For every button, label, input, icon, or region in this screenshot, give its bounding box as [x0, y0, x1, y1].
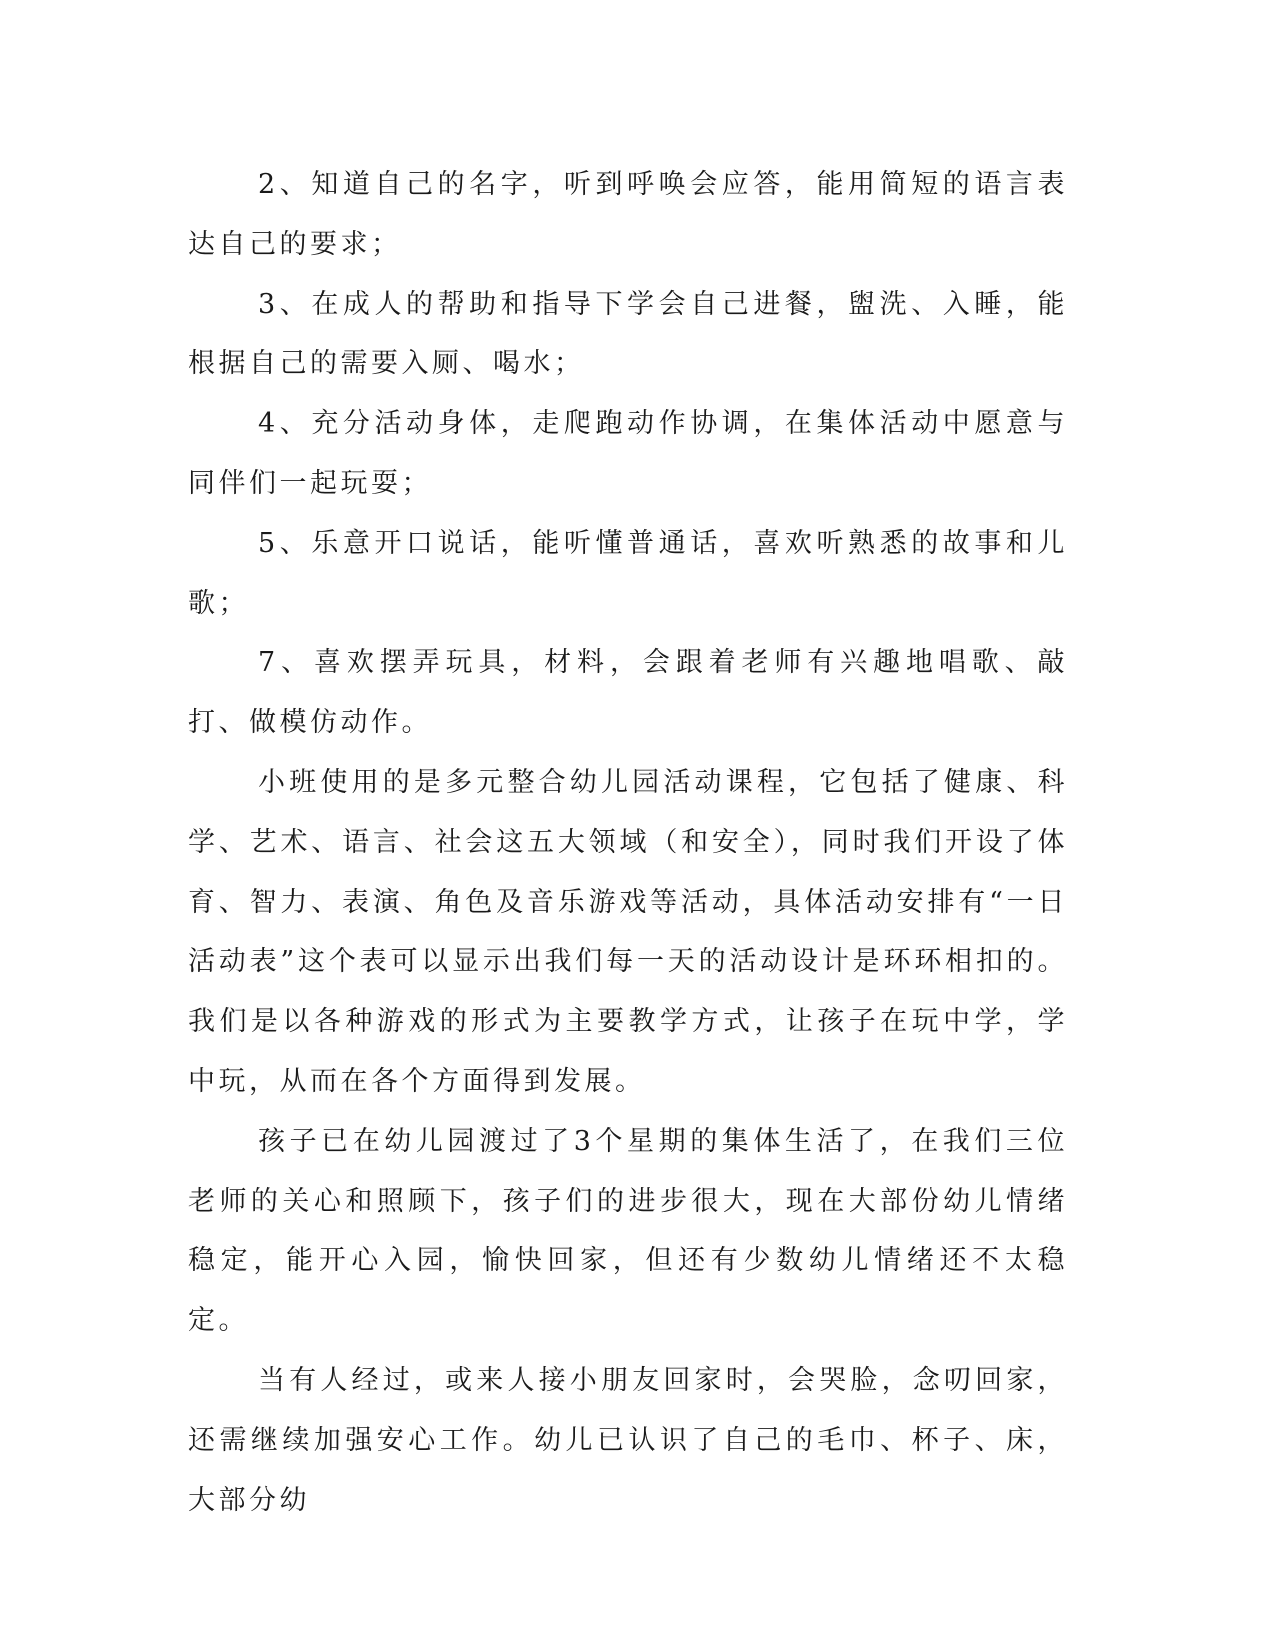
paragraph-goal-5: 5、乐意开口说话，能听懂普通话，喜欢听熟悉的故事和儿歌； [188, 527, 1068, 619]
paragraph-progress: 孩子已在幼儿园渡过了3个星期的集体生活了，在我们三位老师的关心和照顾下，孩子们的进步很大，现在大部份幼儿情绪稳定，能开心入园，愉快回家，但还有少数幼儿情绪还不太稳定。 [188, 1125, 1068, 1337]
paragraph-goal-4: 4、充分活动身体，走爬跑动作协调，在集体活动中愿意与同伴们一起玩耍； [188, 408, 1068, 499]
document-body [188, 155, 1068, 1530]
paragraph-curriculum: 小班使用的是多元整合幼儿园活动课程，它包括了健康、科学、艺术、语言、社会这五大领域（和安全），同时我们开设了体育、智力、表演、角色及音乐游戏等活动，具体活动安排有“一日活动表”这个表可以显示出我们每一天的活动设计是环环相扣的。我们是以各种游戏的形式为主要教学方式，让孩子在玩中学，学中玩，从而在各个方面得到发展。 [188, 766, 1068, 1097]
paragraph-goal-7: 7、喜欢摆弄玩具，材料，会跟着老师有兴趣地唱歌、敲打、做模仿动作。 [188, 647, 1068, 739]
paragraph-goal-2: 2、知道自己的名字，听到呼唤会应答，能用简短的语言表达自己的要求； [188, 169, 1068, 260]
paragraph-goal-3: 3、在成人的帮助和指导下学会自己进餐，盥洗、入睡，能根据自己的需要入厕、喝水； [188, 288, 1068, 380]
paragraph-settling-in: 当有人经过，或来人接小朋友回家时，会哭脸，念叨回家，还需继续加强安心工作。幼儿已认识了自己的毛巾、杯子、床，大部分幼 [188, 1364, 1068, 1516]
